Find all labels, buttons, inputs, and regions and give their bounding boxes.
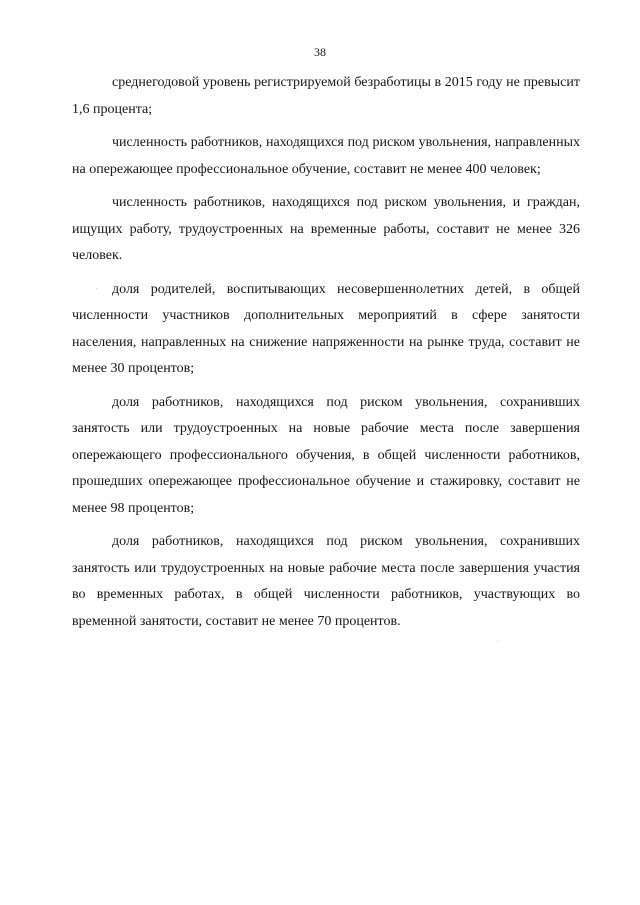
page-number: 38 bbox=[314, 45, 326, 59]
paragraph-parents-share: доля родителей, воспитывающих несовершеннолетних детей, в общей численности участников дополнительных мероприятий в сфере занятости населения, направленных на снижение напряженности на рынке труда, составит не менее 30 процентов; bbox=[72, 281, 580, 376]
paragraph-retained-after-training: доля работников, находящихся под риском увольнения, сохранивших занятость или трудоустроенных на новые рабочие места после завершения опережающего профессионального обучения, в общей численности работников, прошедших опережающее профессиональное обучение и стажировку, составит не менее 98 процентов; bbox=[72, 394, 580, 516]
document-body bbox=[72, 70, 580, 642]
paragraph-temporary-work: численность работников, находящихся под риском увольнения, и граждан, ищущих работу, трудоустроенных на временные работы, составит не менее 326 человек. bbox=[72, 195, 580, 263]
scan-speck bbox=[96, 288, 97, 289]
scan-speck bbox=[497, 641, 498, 642]
paragraph-advanced-training: численность работников, находящихся под риском увольнения, направленных на опережающее профессиональное обучение, составит не менее 400 человек; bbox=[72, 135, 580, 177]
paragraph-retained-after-temporary-work: доля работников, находящихся под риском увольнения, сохранивших занятость или трудоустроенных на новые рабочие места после завершения участия во временных работах, в общей численности работников, участвующих во временной занятости, составит не менее 70 процентов. bbox=[72, 534, 580, 629]
paragraph-unemployment-rate: среднегодовой уровень регистрируемой безработицы в 2015 году не превысит 1,6 процента; bbox=[72, 75, 580, 117]
